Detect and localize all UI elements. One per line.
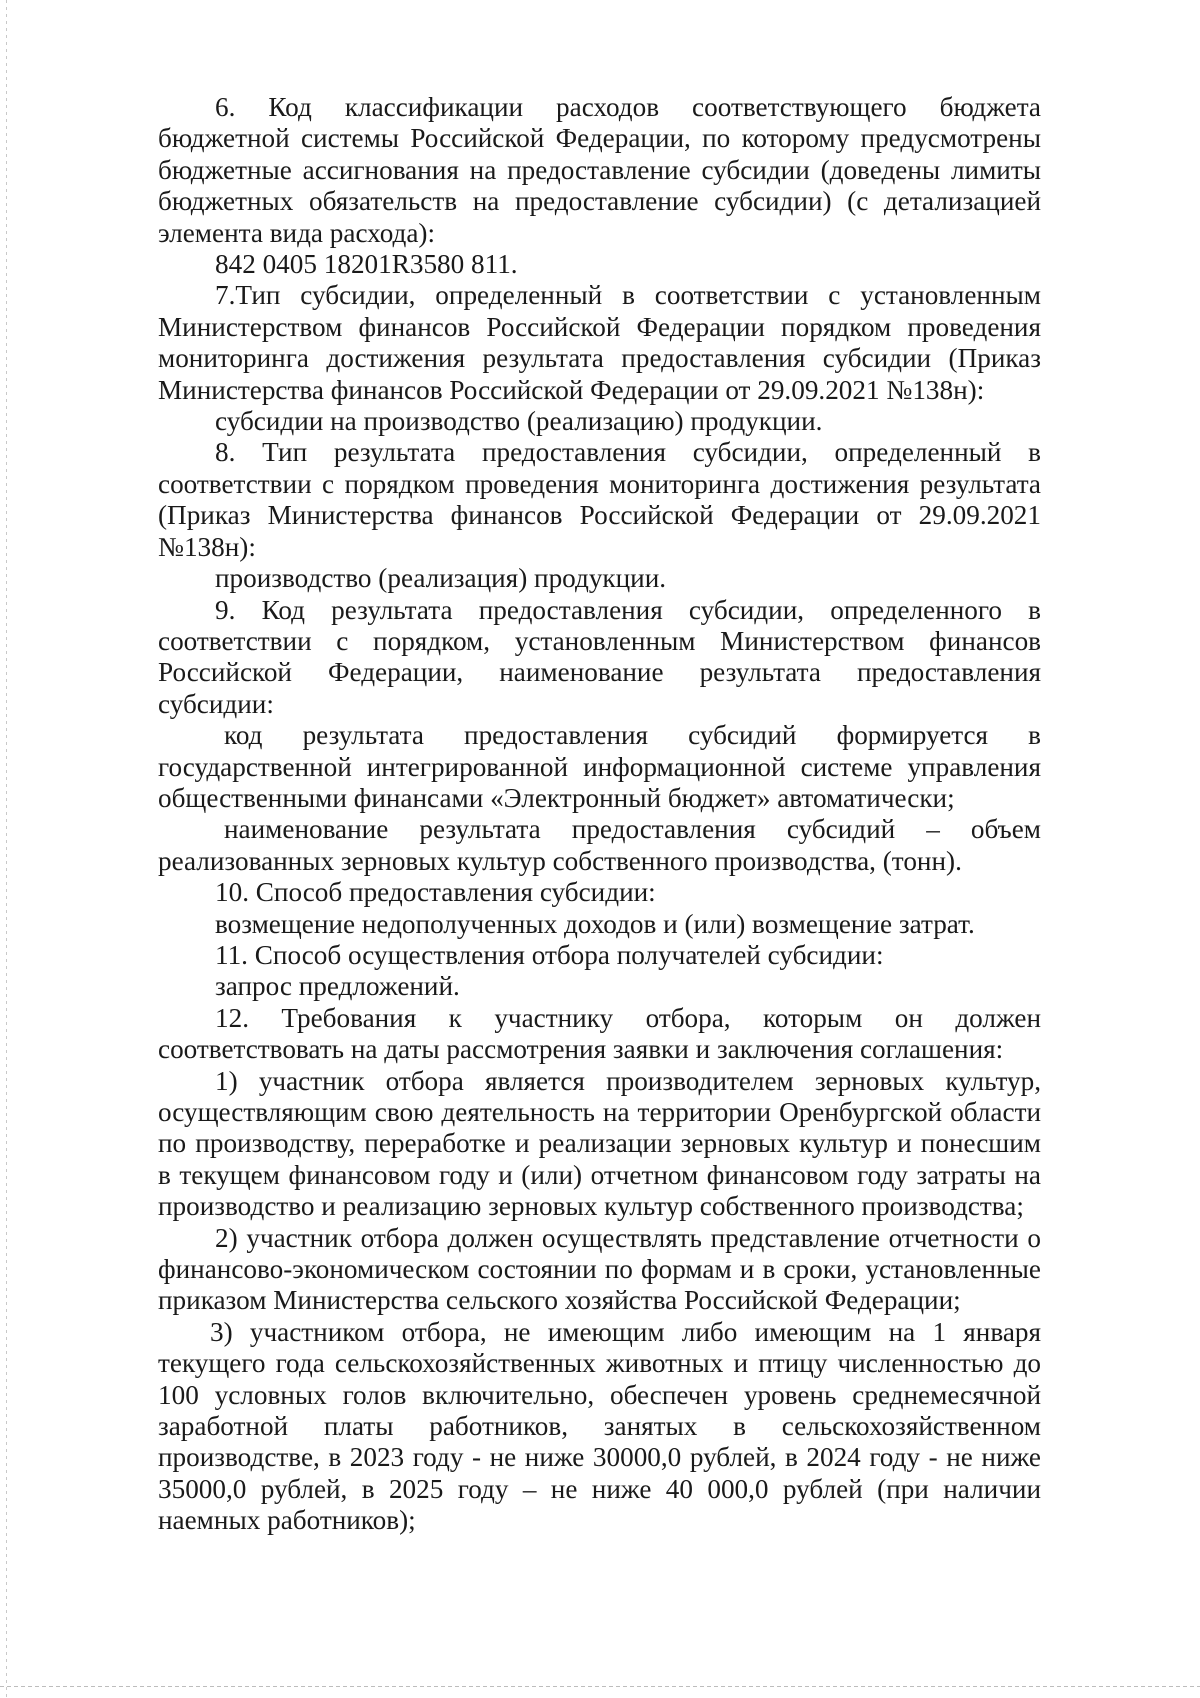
paragraph-requirement-1: 1) участник отбора является производителем зерновых культур, осуществляющим свою деятельность на территории Оренбургской области по производству, переработке и реализации зерновых культур и понесшим в текущем финансовом году и (или) отчетном финансовом году затраты на производство и реализацию зерновых культур собственного производства; bbox=[158, 1065, 1041, 1222]
paragraph-12-requirements-heading: 12. Требования к участнику отбора, которым он должен соответствовать на даты рассмотрения заявки и заключения соглашения: bbox=[158, 1002, 1041, 1065]
paragraph-6-budget-code-heading: 6. Код классификации расходов соответствующего бюджета бюджетной системы Российской Федерации, по которому предусмотрены бюджетные ассигнования на предоставление субсидии (доведены лимиты бюджетных обязательств на предоставление субсидии) (с детализацией элемента вида расхода): bbox=[158, 92, 1041, 248]
paragraph-9-result-code-heading: 9. Код результата предоставления субсидии, определенного в соответствии с порядком, установленным Министерством финансов Российской Федерации, наименование результата предоставления субсидии: bbox=[158, 594, 1041, 719]
paragraph-requirement-3: 3) участником отбора, не имеющим либо имеющим на 1 января текущего года сельскохозяйственных животных и птицу численностью до 100 условных голов включительно, обеспечен уровень среднемесячной заработной платы работников, занятых в сельскохозяйственном производстве, в 2023 году - не ниже 30000,0 рублей, в 2024 году - не ниже 35000,0 рублей, в 2025 году – не ниже 40 000,0 рублей (при наличии наемных работников); bbox=[158, 1316, 1041, 1536]
paragraph-11-selection-heading: 11. Способ осуществления отбора получателей субсидии: bbox=[215, 939, 884, 970]
scan-left-edge bbox=[6, 0, 7, 1698]
document-body bbox=[158, 92, 1041, 1537]
paragraph-method-value: возмещение недополученных доходов и (или) возмещение затрат. bbox=[215, 908, 975, 939]
paragraph-budget-code-value: 842 0405 18201R3580 811. bbox=[215, 249, 518, 280]
paragraph-8-result-type-heading: 8. Тип результата предоставления субсидии, определенный в соответствии с порядком проведения мониторинга достижения результата (Приказ Министерства финансов Российской Федерации от 29.09.2021 №138н): bbox=[158, 437, 1041, 562]
paragraph-selection-value: запрос предложений. bbox=[215, 971, 460, 1002]
paragraph-10-method-heading: 10. Способ предоставления субсидии: bbox=[215, 877, 656, 908]
paragraph-requirement-2: 2) участник отбора должен осуществлять представление отчетности о финансово-экономическом состоянии по формам и в сроки, установленные приказом Министерства сельского хозяйства Российской Федерации; bbox=[158, 1222, 1041, 1316]
paragraph-result-name-value: наименование результата предоставления субсидий – объем реализованных зерновых культур собственного производства, (тонн). bbox=[158, 814, 1041, 876]
paragraph-subsidy-type-value: субсидии на производство (реализацию) продукции. bbox=[215, 406, 823, 437]
scan-bottom-edge bbox=[0, 1686, 1200, 1687]
paragraph-result-type-value: производство (реализация) продукции. bbox=[215, 563, 667, 594]
paragraph-result-code-value: код результата предоставления субсидий формируется в государственной интегрированной информационной системе управления общественными финансами «Электронный бюджет» автоматически; bbox=[158, 720, 1041, 813]
paragraph-7-subsidy-type-heading: 7.Тип субсидии, определенный в соответствии с установленным Министерством финансов Российской Федерации порядком проведения мониторинга достижения результата предоставления субсидии (Приказ Министерства финансов Российской Федерации от 29.09.2021 №138н): bbox=[158, 280, 1041, 405]
